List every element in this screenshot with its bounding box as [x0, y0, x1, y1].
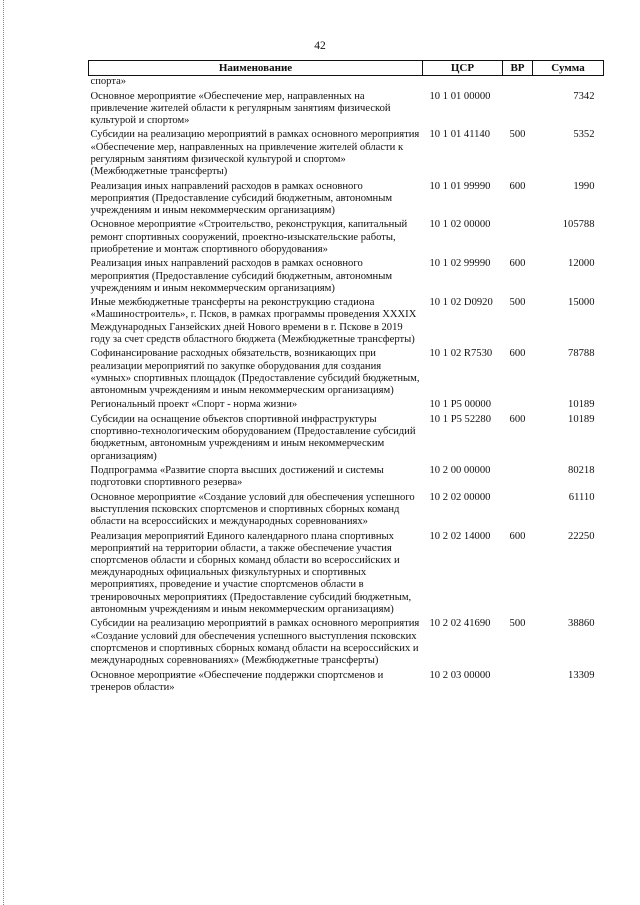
table-row — [89, 618, 604, 669]
table-row — [89, 399, 604, 414]
cell-name: Субсидии на реализацию мероприятий в рамках основного мероприятия «Создание условий для обеспечения успешного выступления псковских спортсменов и спортивных сборных команд области на всероссийских и международных соревнованиях» (Межбюджетные трансферты) — [90, 618, 420, 666]
cell-vr: 600 — [509, 348, 526, 360]
cell-vr — [503, 670, 533, 697]
cell-name: Реализация иных направлений расходов в рамках основного мероприятия (Предоставление субсидий бюджетным, автономным учреждениям и иным некоммерческим организациям) — [90, 258, 393, 294]
cell-vr — [503, 219, 533, 258]
cell-vr — [503, 465, 533, 492]
cell-sum: 5352 — [573, 129, 595, 141]
cell-csr: 10 1 02 R7530 — [429, 348, 493, 360]
cell-csr: 10 1 01 00000 — [429, 90, 491, 102]
page-number: 42 — [314, 40, 326, 52]
cell-name: Региональный проект «Спорт - норма жизни» — [90, 399, 298, 411]
cell-sum: 12000 — [568, 258, 595, 270]
table-row — [89, 348, 604, 399]
cell-csr: 10 2 02 14000 — [429, 530, 491, 542]
table-row — [89, 219, 604, 258]
cell-sum: 10189 — [568, 399, 595, 411]
cell-sum: 80218 — [568, 465, 595, 477]
header-sum: Сумма — [533, 61, 604, 76]
cell-name: Софинансирование расходных обязательств, возникающих при реализации мероприятий по закупке оборудования для создания «умных» спортивных площадок (Предоставление субсидий бюджетным, автономным учреждениям и иным некоммерческим организациям) — [90, 348, 420, 396]
cell-vr: 500 — [509, 618, 526, 630]
cell-vr: 600 — [509, 530, 526, 542]
table-row — [89, 91, 604, 130]
cell-sum: 13309 — [568, 669, 595, 681]
table-row — [89, 492, 604, 531]
cell-csr: 10 1 01 99990 — [429, 180, 491, 192]
header-csr: ЦСР — [423, 61, 503, 76]
table-row — [89, 297, 604, 348]
cell-sum: 22250 — [568, 530, 595, 542]
cell-sum: 78788 — [568, 348, 595, 360]
cell-name: Основное мероприятие «Создание условий для обеспечения успешного выступления псковских спортсменов и спортивных сборных команд области на всероссийских и международных соревнованиях» — [90, 491, 415, 528]
cell-sum: 38860 — [568, 618, 595, 630]
header-row — [89, 61, 604, 76]
cell-csr: 10 1 P5 00000 — [429, 399, 492, 411]
cell-sum: 105788 — [562, 219, 595, 231]
table-body — [89, 76, 604, 697]
table-header — [89, 61, 604, 76]
cell-csr: 10 2 02 41690 — [429, 618, 491, 630]
cell-sum: 10189 — [568, 413, 595, 425]
cell-name: Реализация мероприятий Единого календарного плана спортивных мероприятий на территории области, а также обеспечение участия спортсменов области и сборных команд области во всероссийских и международных официальных физкультурных и спортивных мероприятиях, проведение и участие спортсменов области в тренировочных мероприятиях (Предоставление субсидий бюджетным, автономным учреждениям и иным некоммерческим организациям) — [90, 530, 412, 615]
cell-csr: 10 2 02 00000 — [429, 491, 491, 503]
table-row — [89, 465, 604, 492]
cell-vr: 500 — [509, 297, 526, 309]
cell-vr: 600 — [509, 180, 526, 192]
cell-vr — [503, 91, 533, 130]
cell-vr: 600 — [509, 258, 526, 270]
cell-csr: 10 2 00 00000 — [429, 465, 491, 477]
cell-vr — [503, 492, 533, 531]
cell-name: Основное мероприятие «Строительство, реконструкция, капитальный ремонт спортивных сооружений, проектно-изыскательские работы, приобретение и монтаж спортивного оборудования» — [90, 219, 408, 255]
cell-csr — [423, 76, 503, 91]
cell-sum: 61110 — [568, 491, 595, 503]
cell-csr: 10 1 02 99990 — [429, 258, 491, 270]
cell-name: Основное мероприятие «Обеспечение поддержки спортсменов и тренеров области» — [90, 669, 384, 693]
cell-csr: 10 2 03 00000 — [429, 669, 491, 681]
header-name: Наименование — [89, 61, 423, 76]
cell-name: Иные межбюджетные трансферты на реконструкцию стадиона «Машиностроитель», г. Псков, в рамках программы проведения XXXIX Международных Ганзейских дней Нового времени в г. Пскове в 2019 году за счет средств областного бюджета (Межбюджетные трансферты) — [90, 297, 417, 345]
cell-name: Субсидии на реализацию мероприятий в рамках основного мероприятия «Обеспечение мер, направленных на привлечение жителей области к регулярным занятиям физической культурой и спортом» (Межбюджетные трансферты) — [90, 129, 420, 178]
cell-sum: 7342 — [573, 90, 595, 102]
cell-vr: 600 — [509, 413, 526, 425]
cell-name: Субсидии на оснащение объектов спортивной инфраструктуры спортивно-технологическим оборудованием (Предоставление субсидий бюджетным, автономным учреждениям и иным некоммерческим организациям) — [90, 413, 416, 462]
cell-name: Реализация иных направлений расходов в рамках основного мероприятия (Предоставление субсидий бюджетным, автономным учреждениям и иным некоммерческим организациям) — [90, 180, 393, 216]
cell-sum — [533, 76, 604, 91]
cell-csr: 10 1 02 D0920 — [429, 297, 493, 309]
table-row — [89, 414, 604, 465]
header-vr: ВР — [503, 61, 533, 76]
budget-table — [88, 60, 604, 696]
cell-csr: 10 1 P5 52280 — [429, 413, 492, 425]
cell-name: Основное мероприятие «Обеспечение мер, направленных на привлечение жителей области к регулярным занятиям физической культурой и спортом» — [90, 90, 391, 126]
scan-edge-line — [3, 0, 5, 905]
cell-name: Подпрограмма «Развитие спорта высших достижений и системы подготовки спортивного резерва» — [90, 465, 384, 489]
cell-sum: 15000 — [568, 297, 595, 309]
cell-sum: 1990 — [573, 180, 595, 192]
table-row — [89, 531, 604, 619]
cell-csr: 10 1 02 00000 — [429, 219, 491, 231]
table-row — [89, 76, 604, 91]
table-row — [89, 129, 604, 180]
cell-csr: 10 1 01 41140 — [429, 129, 491, 141]
cell-vr: 500 — [509, 129, 526, 141]
cell-name: спорта» — [90, 76, 127, 87]
table-row — [89, 181, 604, 220]
table-row — [89, 670, 604, 697]
cell-vr — [503, 399, 533, 414]
table-row — [89, 258, 604, 297]
cell-vr — [503, 76, 533, 91]
